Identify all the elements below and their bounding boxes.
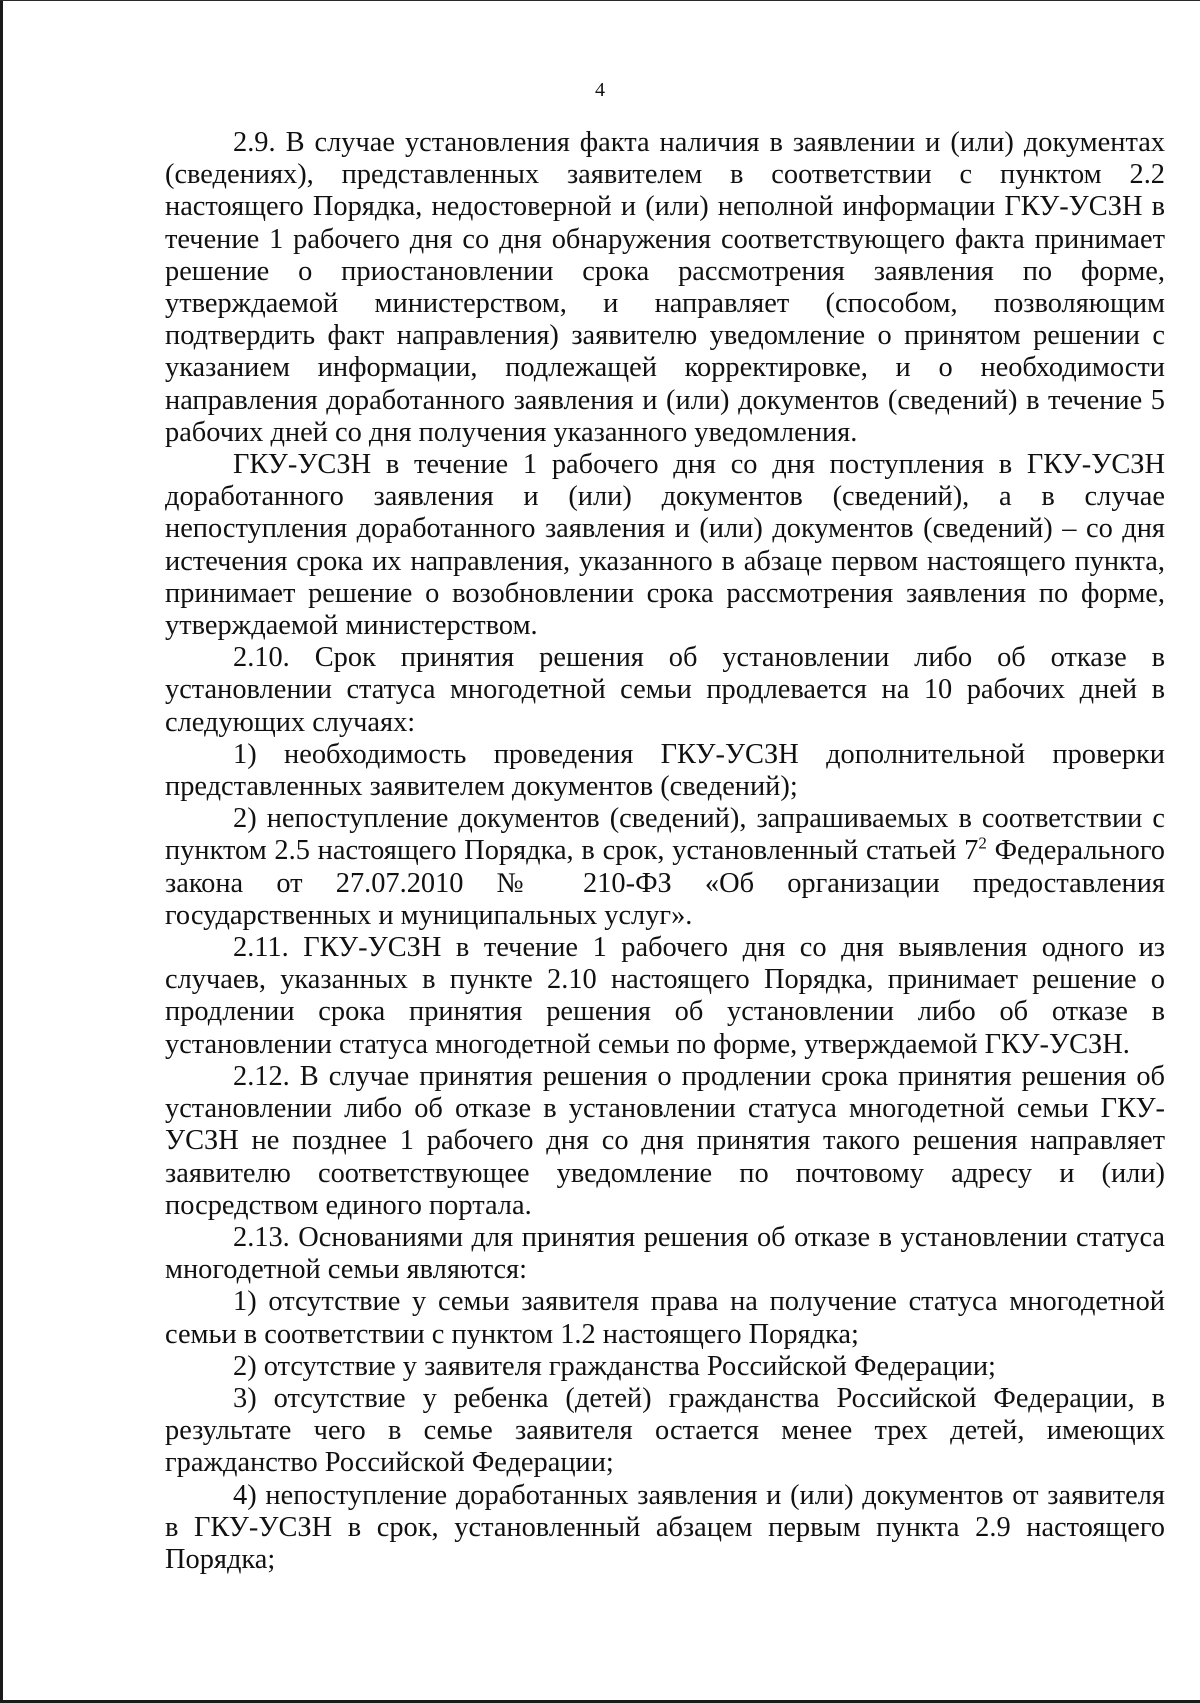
paragraph-2-10: 2.10. Срок принятия решения об установлении либо об отказе в установлении статуса многодетной семьи продлевается на 10 рабочих дней в следующих случаях: — [165, 642, 1165, 738]
paragraph-2-11: 2.11. ГКУ-УСЗН в течение 1 рабочего дня со дня выявления одного из случаев, указанных в пункте 2.10 настоящего Порядка, принимает решение о продлении срока принятия решения об установлении либо об отказе в установлении статуса многодетной семьи по форме, утверждаемой ГКУ-УСЗН. — [165, 932, 1165, 1060]
paragraph-2-13-item-3: 3) отсутствие у ребенка (детей) гражданства Российской Федерации, в результате чего в семье заявителя остается менее трех детей, имеющих гражданство Российской Федерации; — [165, 1382, 1165, 1479]
paragraph-2-13-item-4: 4) непоступление доработанных заявления и (или) документов от заявителя в ГКУ-УСЗН в срок, установленный абзацем первым пункта 2.9 настоящего Порядка; — [165, 1479, 1165, 1575]
article-superscript: 2 — [978, 834, 987, 853]
paragraph-2-13-item-1: 1) отсутствие у семьи заявителя права на получение статуса многодетной семьи в соответствии с пунктом 1.2 настоящего Порядка; — [165, 1286, 1165, 1350]
paragraph-2-12: 2.12. В случае принятия решения о продлении срока принятия решения об установлении либо об отказе в установлении статуса многодетной семьи ГКУ-УСЗН не позднее 1 рабочего дня со дня принятия такого решения направляет заявителю соответствующее уведомление по почтовому адресу и (или) посредством единого портала. — [165, 1060, 1165, 1221]
paragraph-2-13-item-2: 2) отсутствие у заявителя гражданства Российской Федерации; — [233, 1350, 996, 1382]
scan-border-left — [0, 0, 3, 1703]
item-2-text-end: Федерального закона от 27.07.2010 № 210-ФЗ «Об организации предоставления государственных и муниципальных услуг». — [165, 835, 1165, 931]
document-body — [165, 127, 1165, 1576]
paragraph-2-9-resumption: ГКУ-УСЗН в течение 1 рабочего дня со дня поступления в ГКУ-УСЗН доработанного заявления и (или) документов (сведений), а в случае непоступления доработанного заявления и (или) документов (сведений) – со дня истечения срока их направления, указанного в абзаце первом настоящего пункта, принимает решение о возобновлении срока рассмотрения заявления по форме, утверждаемой министерством. — [165, 449, 1165, 642]
item-2-text-start: 2) непоступление документов (сведений), запрашиваемых в соответствии с пунктом 2.5 настоящего Порядка, в срок, установленный статьей 7 — [165, 803, 1165, 867]
paragraph-2-10-item-1: 1) необходимость проведения ГКУ-УСЗН дополнительной проверки представленных заявителем документов (сведений); — [165, 738, 1165, 803]
scan-border-top — [0, 0, 1200, 1]
paragraph-2-10-item-2 — [165, 803, 1165, 932]
paragraph-2-13: 2.13. Основаниями для принятия решения об отказе в установлении статуса многодетной семьи являются: — [165, 1221, 1165, 1286]
paragraph-2-9: 2.9. В случае установления факта наличия в заявлении и (или) документах (сведениях), представленных заявителем в соответствии с пунктом 2.2 настоящего Порядка, недостоверной и (или) неполной информации ГКУ-УСЗН в течение 1 рабочего дня со дня обнаружения соответствующего факта принимает решение о приостановлении срока рассмотрения заявления по форме, утверждаемой министерством, и направляет (способом, позволяющим подтвердить факт направления) заявителю уведомление о принятом решении с указанием информации, подлежащей корректировке, и о необходимости направления доработанного заявления и (или) документов (сведений) в течение 5 рабочих дней со дня получения указанного уведомления. — [165, 127, 1165, 448]
page-number: 4 — [595, 79, 605, 101]
